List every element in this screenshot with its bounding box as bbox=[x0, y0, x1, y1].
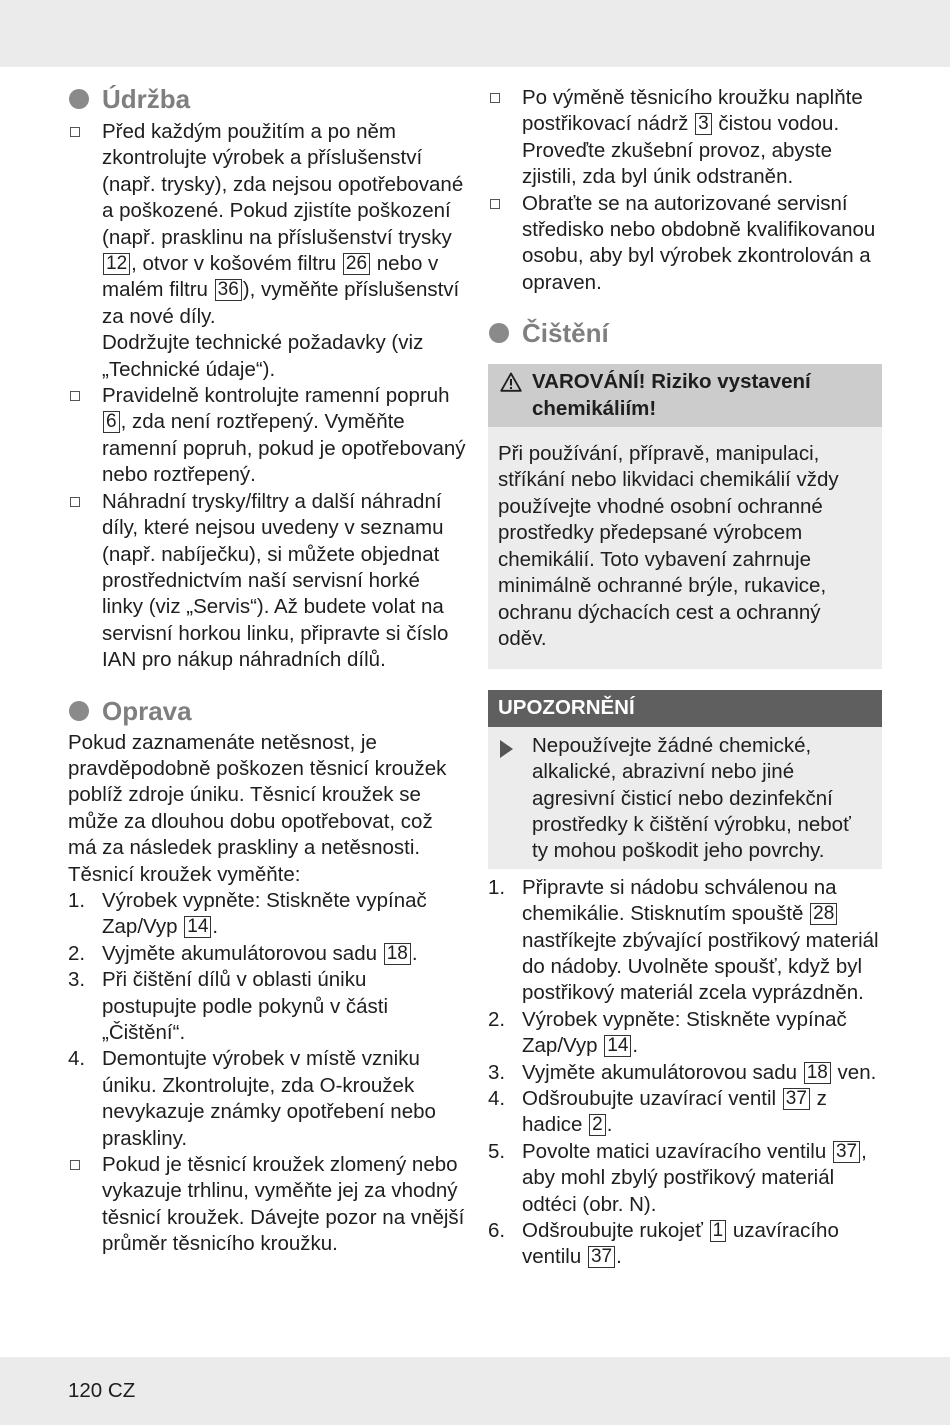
part-reference: 18 bbox=[384, 943, 411, 965]
part-reference: 12 bbox=[103, 253, 130, 275]
part-reference: 18 bbox=[804, 1062, 831, 1084]
warning-heading: VAROVÁNÍ! Riziko vystavení chemikáliím! bbox=[488, 364, 882, 427]
warning-text: Při používání, přípravě, manipulaci, stříkání nebo likvidaci chemikálií vždy používejte vhodné osobní ochranné prostředky předepsané výrobcem chemikálií. Toto vybavení zahrnuje minimálně ochranné brýle, rukavice, ochranu dýchacích cest a ochranný oděv. bbox=[498, 442, 839, 650]
step-item: 1. Připravte si nádobu schválenou na chemikálie. Stisknutím spouště 28 nastříkejte zbývající postřikový materiál do nádoby. Uvolněte spoušť, když byl postřikový materiál zcela vyprázdněn. bbox=[488, 875, 879, 1005]
step-item: 3. Při čištění dílů v oblasti úniku postupujte podle pokynů v části „Čištění“. bbox=[68, 968, 389, 1044]
section-title-text: Oprava bbox=[102, 695, 192, 726]
bullet-dot-icon bbox=[69, 89, 89, 109]
part-reference: 14 bbox=[184, 916, 211, 938]
bullet-dot-icon bbox=[489, 323, 509, 343]
step-item: 4. Demontujte výrobek v místě vzniku úniku. Zkontrolujte, zda O-kroužek nevykazuje známky opotřebení nebo praskliny. bbox=[68, 1047, 436, 1150]
notice-text: Nepoužívejte žádné chemické, alkalické, abrazivní nebo jiné agresivní čisticí nebo dezinfekční prostředky k čištění výrobku, neboť ty mohou poškodit jeho povrchy. bbox=[532, 733, 851, 863]
step-item: 2. Výrobek vypněte: Stiskněte vypínač Zap/Vyp 14 . bbox=[488, 1007, 847, 1058]
part-reference: 14 bbox=[604, 1035, 631, 1057]
list-item: Pokud je těsnicí kroužek zlomený nebo vykazuje trhlinu, vyměňte jej za vhodný těsnicí kroužek. Dávejte pozor na vnější průměr těsnicího kroužku. bbox=[68, 1152, 466, 1258]
part-reference: 1 bbox=[710, 1220, 727, 1242]
step-item: 1. Výrobek vypněte: Stiskněte vypínač Zap/Vyp 14 . bbox=[68, 888, 427, 939]
part-reference: 3 bbox=[695, 113, 712, 135]
notice-box bbox=[488, 690, 882, 868]
part-reference: 6 bbox=[103, 411, 120, 433]
list-item: Pravidelně kontrolujte ramenní popruh 6 , zda není roztřepený. Vyměňte ramenní popruh, pokud je opotřebovaný nebo roztřepený. bbox=[68, 383, 466, 489]
section-title-text: Údržba bbox=[102, 84, 191, 114]
warning-box bbox=[488, 364, 882, 669]
step-item: 2. Vyjměte akumulátorovou sadu 18 . bbox=[68, 941, 418, 965]
left-column bbox=[68, 82, 466, 1258]
part-reference: 37 bbox=[783, 1088, 810, 1110]
checkbox-square-icon bbox=[490, 199, 500, 209]
section-title-maintenance bbox=[68, 82, 466, 116]
checkbox-square-icon bbox=[490, 93, 500, 103]
page-number: 120 CZ bbox=[68, 1379, 136, 1402]
list-item: Před každým použitím a po něm zkontrolujte výrobek a příslušenství (např. trysky), zda nejsou opotřebované a poškozené. Pokud zjistíte poškození (např. prasklinu na příslušenství trysky 12 , otvor v košovém filtru 26 nebo v malém filtru 36 ), vyměňte příslušenství za nové díly. bbox=[68, 119, 466, 330]
step-item: 6. Odšroubujte rukojeť 1 uzavíracího ventilu 37 . bbox=[488, 1219, 839, 1269]
list-item-note: Dodržujte technické požadavky (viz „Technické údaje“). bbox=[102, 331, 424, 381]
warning-triangle-icon bbox=[500, 372, 522, 392]
section-title-cleaning bbox=[488, 316, 882, 350]
list-item: Po výměně těsnicího kroužku naplňte postřikovací nádrž 3 čistou vodou. Proveďte zkušební provoz, abyste zjistili, zda byl únik odstraněn. bbox=[488, 85, 882, 191]
triangle-arrow-icon bbox=[500, 740, 513, 758]
checkbox-square-icon bbox=[70, 497, 80, 507]
part-reference: 26 bbox=[343, 253, 370, 275]
part-reference: 2 bbox=[589, 1114, 606, 1136]
part-reference: 36 bbox=[215, 279, 242, 301]
checkbox-square-icon bbox=[70, 1160, 80, 1170]
checkbox-square-icon bbox=[70, 127, 80, 137]
right-column bbox=[488, 85, 882, 1271]
part-reference: 37 bbox=[588, 1246, 615, 1268]
footer-band bbox=[0, 1357, 950, 1425]
notice-heading: UPOZORNĚNÍ bbox=[488, 690, 882, 726]
step-item: 4. Odšroubujte uzavírací ventil 37 z hadice 2 . bbox=[488, 1087, 827, 1137]
section-title-text: Čištění bbox=[522, 318, 609, 349]
section-title-repair bbox=[68, 694, 466, 728]
notice-body bbox=[488, 727, 882, 869]
list-item: Obraťte se na autorizované servisní středisko nebo obdobně kvalifikovanou osobu, aby byl výrobek zkontrolován a opraven. bbox=[488, 191, 882, 297]
step-item: 5. Povolte matici uzavíracího ventilu 37 , aby mohl zbylý postřikový materiál odtéci (obr. N). bbox=[488, 1139, 867, 1216]
bullet-dot-icon bbox=[69, 701, 89, 721]
repair-intro: Pokud zaznamenáte netěsnost, je pravděpodobně poškozen těsnicí kroužek poblíž zdroje úniku. Těsnicí kroužek se může za dlouhou dobu opotřebovat, což má za následek praskliny a netěsnosti. Těsnicí kroužek vyměňte: bbox=[68, 730, 447, 886]
checkbox-square-icon bbox=[70, 391, 80, 401]
part-reference: 37 bbox=[833, 1141, 860, 1163]
part-reference: 28 bbox=[810, 903, 837, 925]
header-band bbox=[0, 0, 950, 67]
list-item: Náhradní trysky/filtry a další náhradní díly, které nejsou uvedeny v seznamu (např. nabíječku), si můžete objednat prostřednictvím naší servisní horké linky (viz „Servis“). Až budete volat na servisní horkou linku, připravte si číslo IAN pro nákup náhradních dílů. bbox=[68, 489, 466, 674]
step-item: 3. Vyjměte akumulátorovou sadu 18 ven. bbox=[488, 1060, 877, 1084]
